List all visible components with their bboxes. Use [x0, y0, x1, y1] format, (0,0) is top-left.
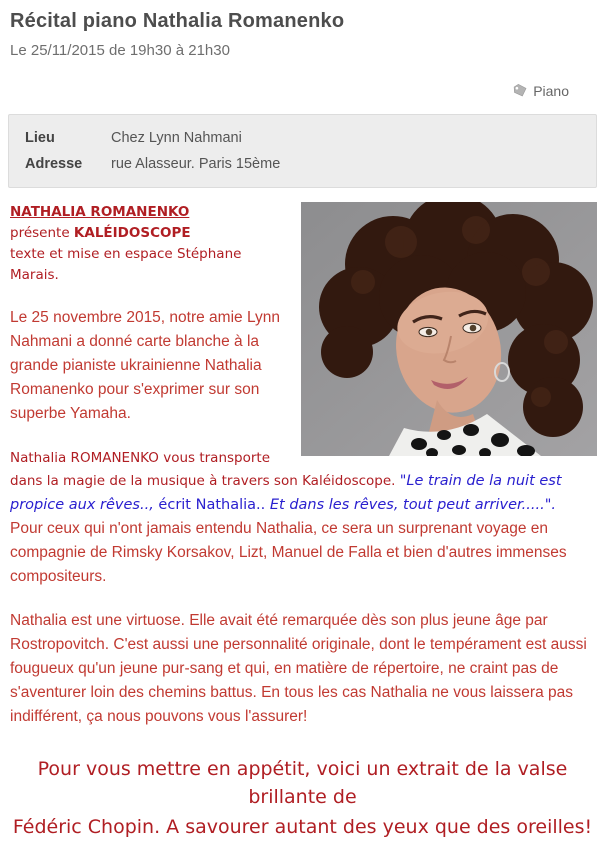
- category-tag[interactable]: [0, 83, 605, 101]
- kaleidoscope-paragraph: [10, 446, 597, 589]
- category-tag-label: Piano: [533, 83, 569, 99]
- closing-line-2: Fédéric Chopin. A savourer autant des yeux que des oreilles!: [12, 816, 593, 838]
- virtuose-paragraph: Nathalia est une virtuose. Elle avait été remarquée dès son plus jeune âge par Rostropovitch. C'est aussi une personnalité originale, dont le tempérament est aussi fougueux qu'un jeune pur-sang et qui, en matière de répertoire, ne craint pas de s'aventurer loin des chemins battus. En tous les cas Nathalia ne vous laissera pas indifférent, ça nous pouvons vous l'assurer!: [10, 612, 587, 725]
- staging-credit: texte et mise en espace Stéphane Marais.: [10, 246, 242, 283]
- info-row-adresse: [25, 156, 580, 172]
- quote-part-2: Et dans les rêves, tout peut arriver.....".: [269, 497, 556, 513]
- adresse-label: Adresse: [25, 156, 83, 172]
- voyage-text: Pour ceux qui n'ont jamais entendu Nathalia, ce sera un surprenant voyage en compagnie de Rimsky Korsakov, Lizt, Manuel de Falla et bien d'autres immenses compositeurs.: [10, 520, 567, 585]
- artist-name-heading: NATHALIA ROMANENKO: [10, 204, 190, 220]
- event-page: [0, 10, 605, 846]
- lieu-label: Lieu: [25, 130, 55, 146]
- show-title: KALÉIDOSCOPE: [73, 225, 191, 241]
- lieu-value: Chez Lynn Nahmani: [111, 130, 242, 146]
- presente-text: présente: [10, 225, 74, 241]
- event-datetime: Le 25/11/2015 de 19h30 à 21h30: [10, 42, 230, 59]
- info-row-lieu: [25, 130, 580, 146]
- quote-attribution: écrit Nathalia..: [153, 497, 270, 513]
- article-body: [10, 202, 597, 729]
- kaleidoscope-lead: Nathalia ROMANENKO vous transporte dans la magie de la musique à travers son Kaléidoscope.: [10, 450, 400, 489]
- artist-portrait-photo: [301, 202, 597, 456]
- tag-icon: [512, 83, 528, 101]
- quote-part-1: "Le train de la nuit est propice aux rêves..,: [10, 473, 562, 513]
- carte-blanche-paragraph: Le 25 novembre 2015, notre amie Lynn Nahmani a donné carte blanche à la grande pianiste ukrainienne Nathalia Romanenko pour s'exprimer sur son superbe Yamaha.: [10, 309, 280, 422]
- closing-line-1: Pour vous mettre en appétit, voici un extrait de la valse brillante de: [37, 758, 568, 808]
- adresse-value: rue Alasseur. Paris 15ème: [111, 156, 281, 172]
- venue-info-box: [8, 114, 597, 188]
- page-title: Récital piano Nathalia Romanenko: [10, 10, 345, 32]
